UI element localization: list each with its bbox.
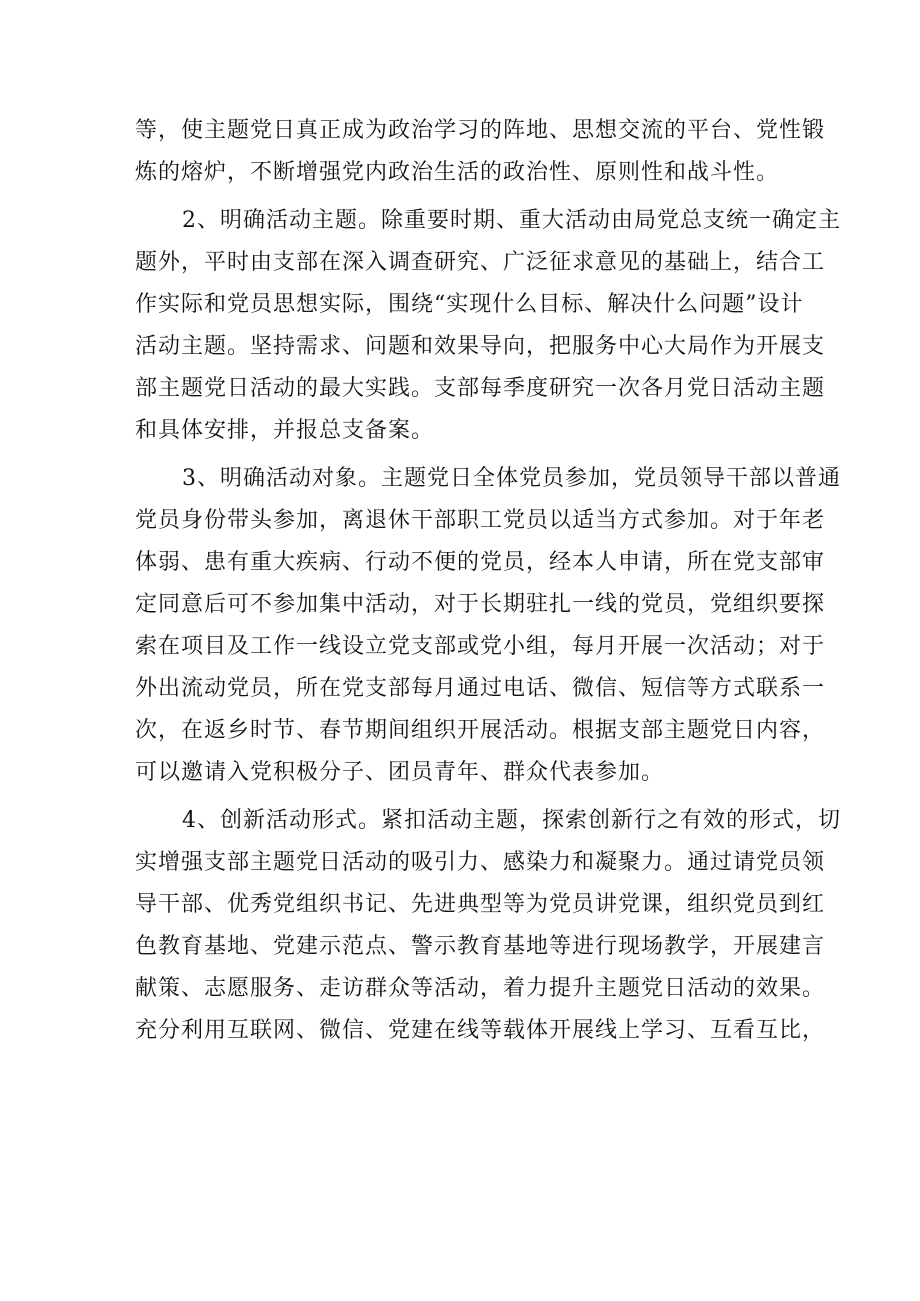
text-line: 实增强支部主题党日活动的吸引力、感染力和凝聚力。通过请党员领 bbox=[135, 850, 826, 875]
text-line: 索在项目及工作一线设立党支部或党小组，每月开展一次活动；对于 bbox=[135, 634, 826, 659]
paragraph-continuation bbox=[135, 110, 826, 194]
paragraph-item-2 bbox=[135, 200, 841, 452]
paragraph-item-3 bbox=[135, 458, 841, 794]
text-line: 色教育基地、党建示范点、警示教育基地等进行现场教学，开展建言 bbox=[135, 934, 826, 959]
text-line: 题外，平时由支部在深入调查研究、广泛征求意见的基础上，结合工 bbox=[135, 250, 826, 275]
text-line: 献策、志愿服务、走访群众等活动，着力提升主题党日活动的效果。 bbox=[135, 976, 826, 1001]
text-line: 外出流动党员，所在党支部每月通过电话、微信、短信等方式联系一 bbox=[135, 676, 826, 701]
text-line: 充分利用互联网、微信、党建在线等载体开展线上学习、互看互比， bbox=[135, 1018, 826, 1043]
text-line: 体弱、患有重大疾病、行动不便的党员，经本人申请，所在党支部审 bbox=[135, 550, 826, 575]
text-line: 等，使主题党日真正成为政治学习的阵地、思想交流的平台、党性锻 bbox=[135, 118, 826, 143]
text-line: 2、明确活动主题。除重要时期、重大活动由局党总支统一确定主 bbox=[182, 208, 841, 233]
text-line: 党员身份带头参加，离退休干部职工党员以适当方式参加。对于年老 bbox=[135, 508, 826, 533]
paragraph-item-4 bbox=[135, 800, 841, 1052]
text-line: 炼的熔炉，不断增强党内政治生活的政治性、原则性和战斗性。 bbox=[135, 160, 780, 185]
text-line: 4、创新活动形式。紧扣活动主题，探索创新行之有效的形式，切 bbox=[182, 808, 841, 833]
document-body bbox=[135, 110, 841, 1052]
text-line: 部主题党日活动的最大实践。支部每季度研究一次各月党日活动主题 bbox=[135, 376, 826, 401]
text-line: 次，在返乡时节、春节期间组织开展活动。根据支部主题党日内容， bbox=[135, 718, 826, 743]
text-line: 作实际和党员思想实际，围绕“实现什么目标、解决什么问题”设计 bbox=[135, 292, 804, 317]
text-line: 活动主题。坚持需求、问题和效果导向，把服务中心大局作为开展支 bbox=[135, 334, 826, 359]
text-line: 3、明确活动对象。主题党日全体党员参加，党员领导干部以普通 bbox=[182, 466, 841, 491]
text-line: 定同意后可不参加集中活动，对于长期驻扎一线的党员，党组织要探 bbox=[135, 592, 826, 617]
text-line: 导干部、优秀党组织书记、先进典型等为党员讲党课，组织党员到红 bbox=[135, 892, 826, 917]
text-line: 和具体安排，并报总支备案。 bbox=[135, 418, 435, 443]
text-line: 可以邀请入党积极分子、团员青年、群众代表参加。 bbox=[135, 760, 665, 785]
